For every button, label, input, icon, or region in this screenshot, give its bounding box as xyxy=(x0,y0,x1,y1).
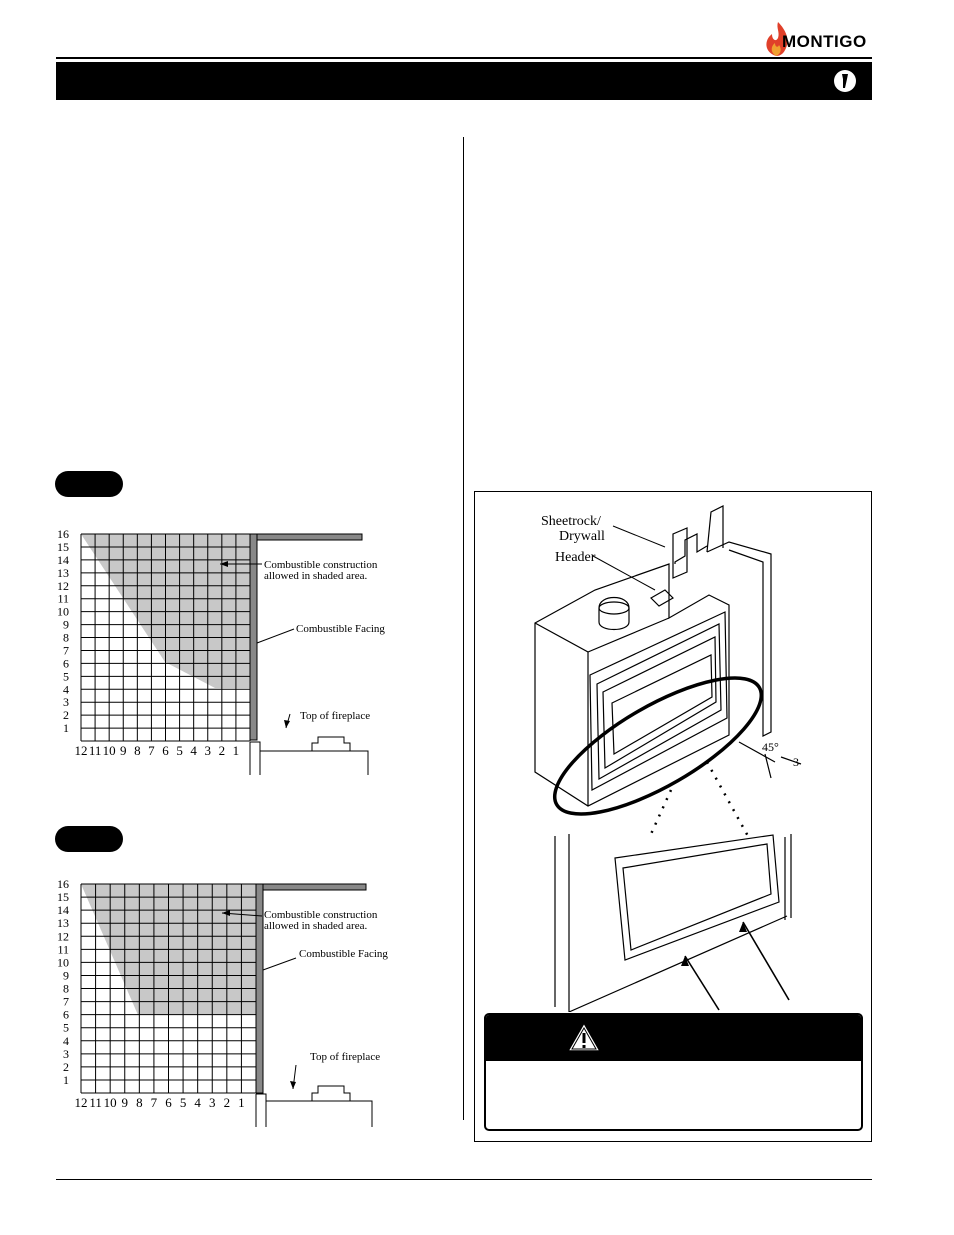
x-tick-label: 7 xyxy=(148,743,155,758)
y-tick-label: 14 xyxy=(57,903,69,918)
figure-b-fireplace-top xyxy=(256,1086,372,1127)
x-tick-label: 4 xyxy=(190,743,197,758)
figure-b-badge xyxy=(55,826,123,852)
figure-b-mantel xyxy=(263,884,366,890)
figure-a-label-shaded-2: allowed in shaded area. xyxy=(264,570,368,582)
y-tick-label: 11 xyxy=(57,942,69,957)
figure-b-label-top: Top of fireplace xyxy=(310,1051,381,1063)
wrench-icon xyxy=(834,70,856,92)
label-header: Header xyxy=(555,550,596,565)
fireplace-illustration xyxy=(475,492,871,1012)
x-tick-label: 8 xyxy=(136,1095,143,1110)
figure-a-facing xyxy=(250,534,257,740)
figure-b-label-facing: Combustible Facing xyxy=(299,948,388,960)
y-tick-label: 15 xyxy=(57,539,69,554)
y-tick-label: 8 xyxy=(63,630,69,645)
y-tick-label: 8 xyxy=(63,981,69,996)
y-tick-label: 6 xyxy=(63,656,69,671)
y-tick-label: 2 xyxy=(63,1059,69,1074)
x-tick-label: 10 xyxy=(102,743,116,758)
x-tick-label: 11 xyxy=(88,743,102,758)
y-tick-label: 9 xyxy=(63,968,69,983)
x-tick-label: 5 xyxy=(176,743,183,758)
x-tick-label: 3 xyxy=(204,743,211,758)
y-tick-label: 2 xyxy=(63,708,69,723)
y-tick-label: 14 xyxy=(57,552,69,567)
x-tick-label: 3 xyxy=(209,1095,216,1110)
x-tick-label: 12 xyxy=(74,1095,88,1110)
x-tick-label: 7 xyxy=(150,1095,158,1110)
y-tick-label: 15 xyxy=(57,890,69,905)
warning-box xyxy=(484,1013,863,1131)
x-tick-label: 11 xyxy=(89,1095,102,1110)
warning-triangle-icon xyxy=(566,1021,602,1053)
x-tick-label: 2 xyxy=(218,743,226,758)
y-tick-label: 13 xyxy=(57,565,69,580)
x-tick-label: 10 xyxy=(103,1095,117,1110)
y-tick-label: 4 xyxy=(63,682,69,697)
y-tick-label: 16 xyxy=(57,527,69,541)
y-tick-label: 13 xyxy=(57,916,69,931)
figure-a-mantel xyxy=(257,534,362,540)
y-tick-label: 10 xyxy=(57,604,69,619)
figure-b-chart xyxy=(50,875,440,1130)
figure-a-label-shaded: Combustible construction xyxy=(264,559,378,571)
x-tick-label: 6 xyxy=(165,1095,172,1110)
column-divider xyxy=(463,137,464,1120)
x-tick-label: 5 xyxy=(179,1095,187,1110)
y-tick-label: 11 xyxy=(57,591,69,606)
y-tick-label: 6 xyxy=(63,1007,69,1022)
y-tick-label: 3 xyxy=(63,1046,69,1061)
x-tick-label: 4 xyxy=(194,1095,201,1110)
x-tick-label: 6 xyxy=(162,743,169,758)
y-tick-label: 3 xyxy=(63,695,69,710)
x-tick-label: 9 xyxy=(120,743,127,758)
x-tick-label: 2 xyxy=(223,1095,231,1110)
y-tick-label: 16 xyxy=(57,877,69,891)
x-tick-label: 12 xyxy=(74,743,88,758)
label-sheetrock: Sheetrock/ xyxy=(541,514,601,529)
x-tick-label: 8 xyxy=(134,743,141,758)
y-tick-label: 9 xyxy=(63,617,69,632)
y-tick-label: 1 xyxy=(63,1072,69,1087)
x-tick-label: 1 xyxy=(232,743,240,758)
y-tick-label: 4 xyxy=(63,1033,69,1048)
y-tick-label: 7 xyxy=(63,643,69,658)
footer-rule xyxy=(56,1179,872,1180)
y-tick-label: 12 xyxy=(57,929,69,944)
figure-b-label-shaded-2: allowed in shaded area. xyxy=(264,920,368,932)
brand-name: MONTIGO xyxy=(782,32,867,51)
header-rule xyxy=(56,57,872,59)
label-drywall: Drywall xyxy=(559,529,605,544)
x-tick-label: 1 xyxy=(238,1095,245,1110)
section-title-bar xyxy=(56,62,872,100)
warning-header xyxy=(486,1015,861,1061)
figure-a-label-facing: Combustible Facing xyxy=(296,623,385,635)
y-tick-label: 5 xyxy=(63,1020,69,1035)
figure-a-label-top: Top of fireplace xyxy=(300,710,371,722)
label-angle: 45° xyxy=(762,740,779,754)
y-tick-label: 7 xyxy=(63,994,69,1009)
figure-a-fireplace-top xyxy=(250,737,368,775)
figure-a-badge xyxy=(55,471,123,497)
y-tick-label: 12 xyxy=(57,578,69,593)
y-tick-label: 10 xyxy=(57,955,69,970)
label-dimension: 3 xyxy=(793,755,799,769)
figure-a-chart xyxy=(50,525,440,780)
y-tick-label: 1 xyxy=(63,721,69,736)
figure-b-label-shaded: Combustible construction xyxy=(264,909,378,921)
x-tick-label: 9 xyxy=(121,1095,128,1110)
y-tick-label: 5 xyxy=(63,669,69,684)
brand-logo xyxy=(762,22,880,58)
